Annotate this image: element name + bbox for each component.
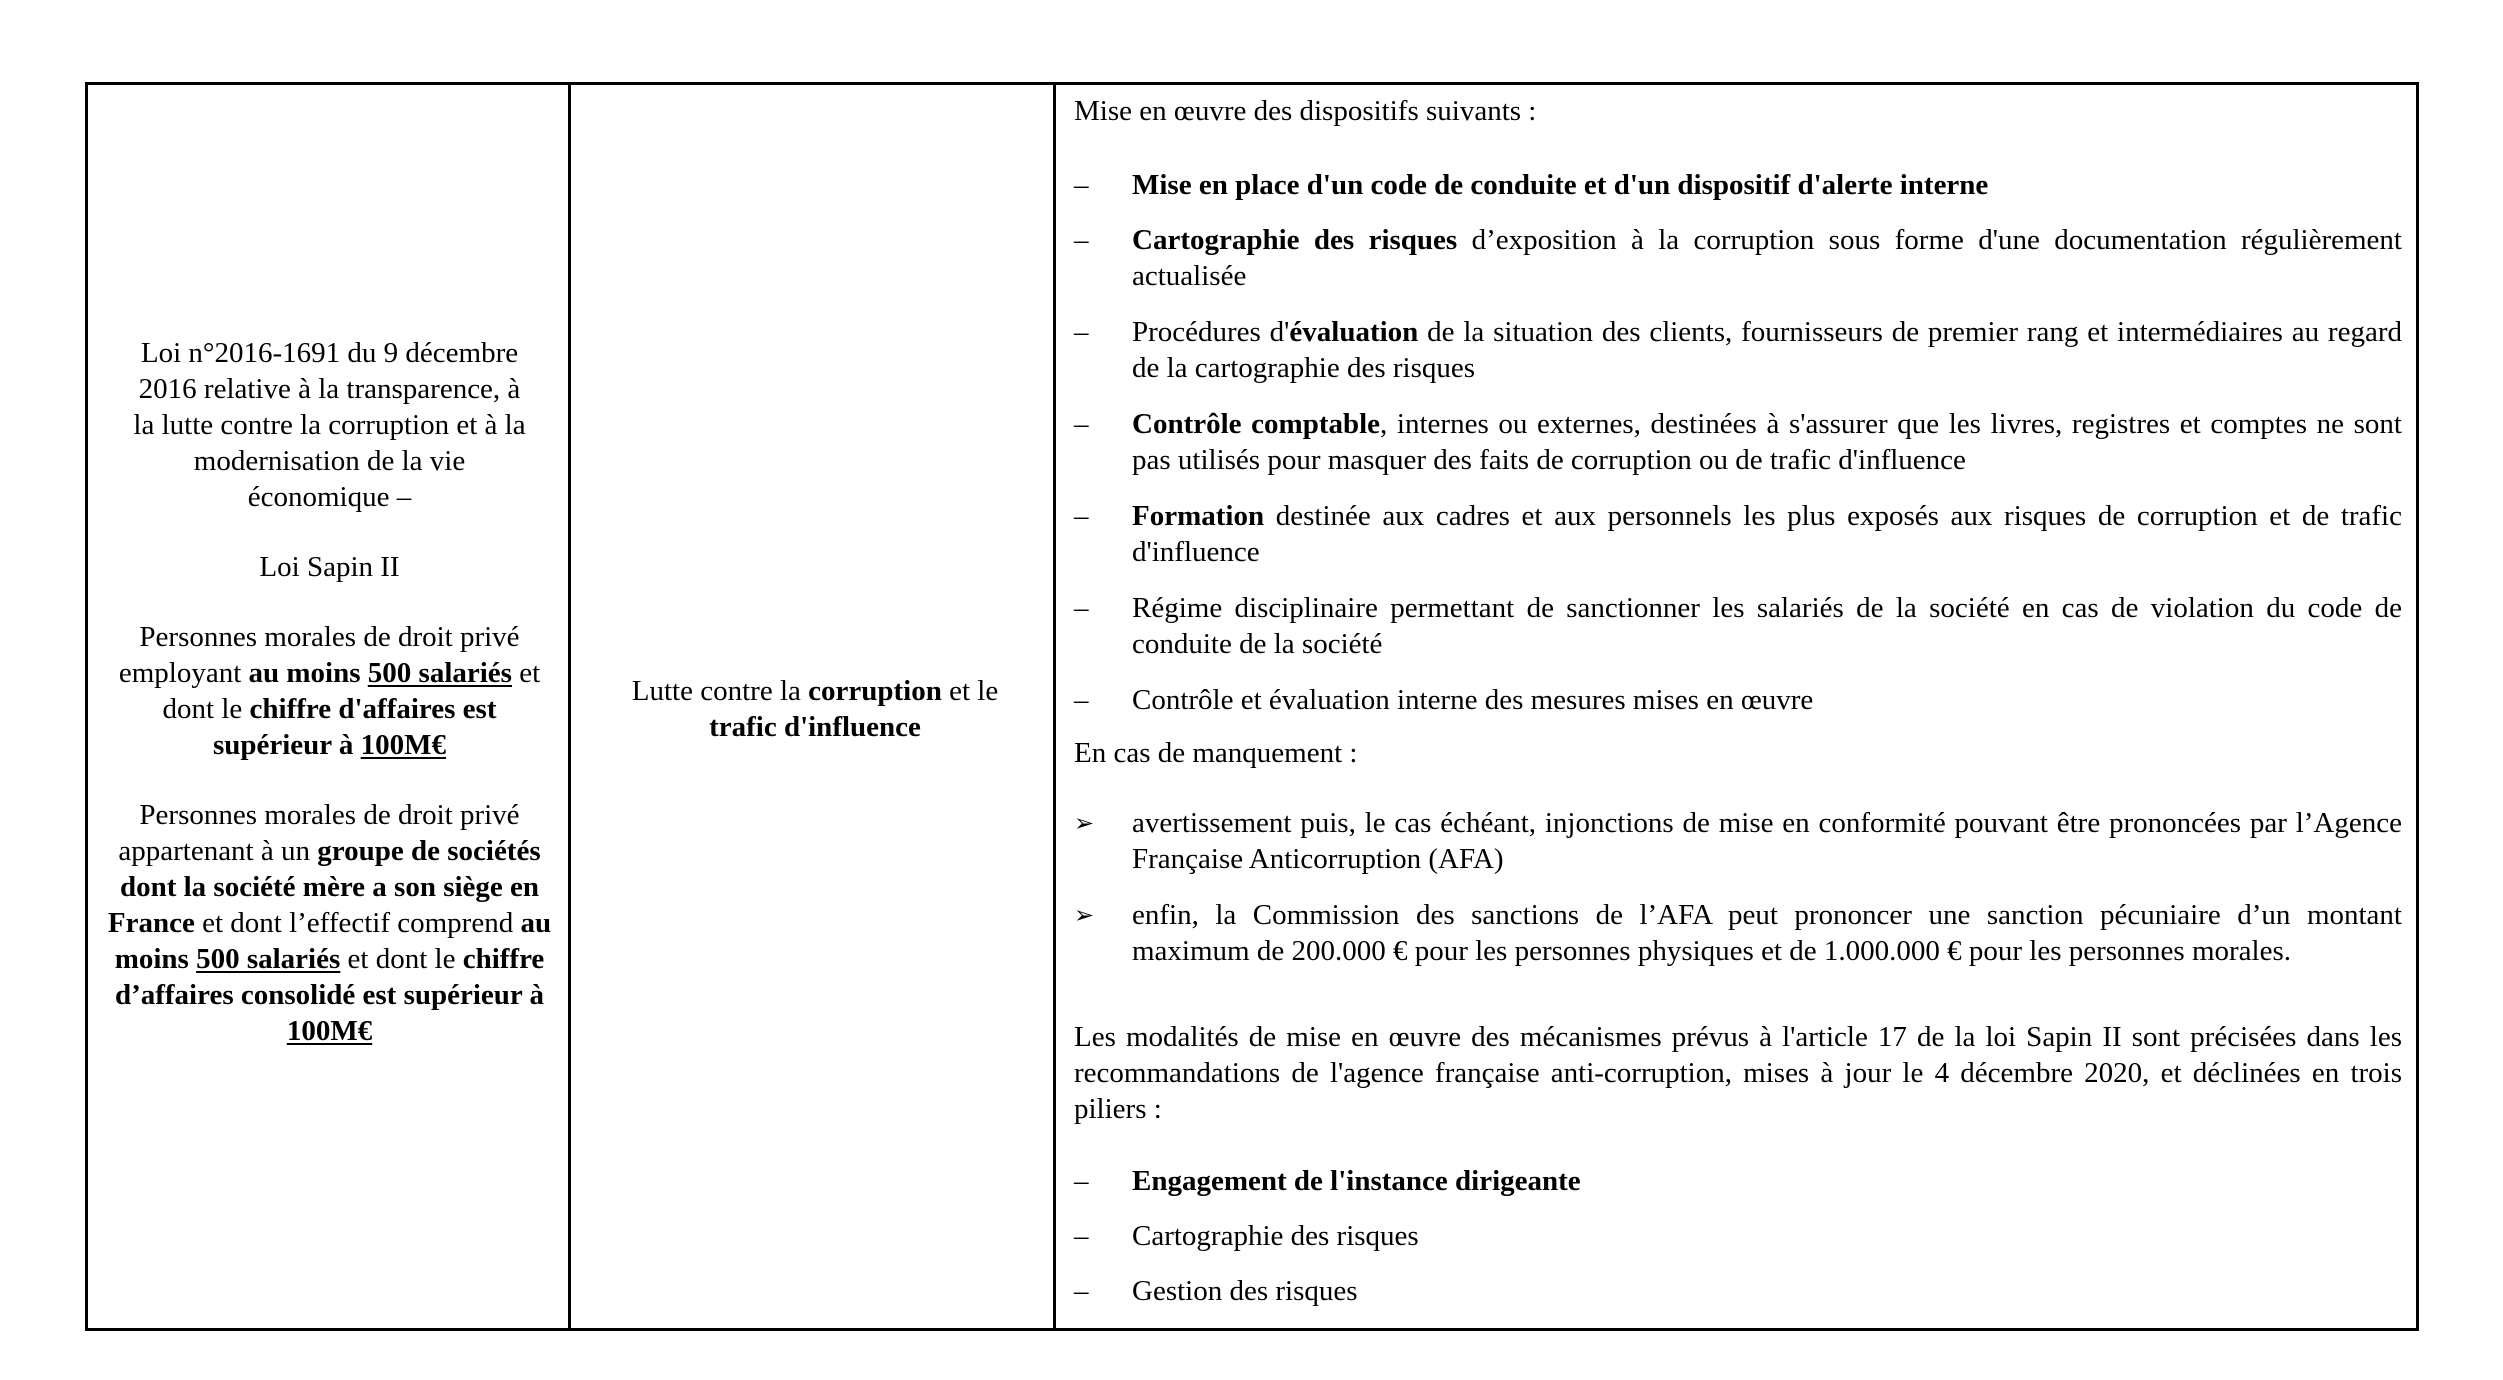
- scope-text: Personnes morales de droit privé appartenant à un: [118, 799, 520, 867]
- pillar-item: [1074, 1218, 2402, 1254]
- scope-group-companies: [102, 797, 557, 1049]
- scope-emphasis: chiffre d'affaires est supérieur à: [212, 693, 497, 761]
- sanction-item: [1074, 805, 2402, 877]
- arrow-bullet-icon: ➢: [1074, 809, 1095, 837]
- law-short-name: Loi Sapin II: [259, 551, 400, 583]
- measure-description: destinée aux cadres et aux personnels les plus exposés aux risques de corruption et de trafic d'influence: [1132, 500, 2402, 568]
- pillar-label: Cartographie des risques: [1132, 1220, 1419, 1252]
- law-title-line: modernisation de la vie: [193, 445, 466, 477]
- objective-text-part: et le: [941, 675, 999, 707]
- measure-description: Régime disciplinaire permettant de sanctionner les salariés de la société en cas de violation du code de conduite de la société: [1132, 592, 2402, 660]
- measure-item: [1074, 590, 2402, 662]
- law-title-line: 2016 relative à la transparence, à: [138, 373, 521, 405]
- scope-text: et dont l’effectif comprend: [194, 907, 521, 939]
- sanction-text: avertissement puis, le cas échéant, injonctions de mise en conformité pouvant être prononcées par l’Agence Française Anticorruption (AFA): [1132, 807, 2402, 875]
- modalities-paragraph: Les modalités de mise en œuvre des mécanismes prévus à l'article 17 de la loi Sapin II sont précisées dans les recommandations de l'agence française anti-corruption, mises à jour le 4 décembre 2020, et déclinées en trois piliers :: [1074, 1021, 2402, 1125]
- breach-intro: En cas de manquement :: [1074, 737, 1358, 769]
- measure-description: d’exposition à la corruption sous forme d'une documentation régulièrement actualisée: [1132, 224, 2402, 292]
- law-block: [88, 335, 571, 1049]
- dash-bullet-icon: –: [1074, 1220, 1089, 1252]
- measures-cell: [1059, 85, 2416, 1328]
- pillar-label: Gestion des risques: [1132, 1275, 1358, 1307]
- scope-text: et dont le: [340, 943, 463, 975]
- pillar-item: [1074, 1163, 2402, 1199]
- law-title-line: la lutte contre la corruption et à la: [133, 409, 526, 441]
- dash-bullet-icon: –: [1074, 592, 1089, 624]
- measure-item: [1074, 498, 2402, 570]
- scope-threshold-employees: 500 salariés: [367, 657, 512, 689]
- arrow-bullet-icon: ➢: [1074, 901, 1095, 929]
- measure-title: Formation: [1132, 500, 1265, 532]
- scope-emphasis: au moins: [248, 657, 368, 689]
- law-title-line: économique –: [247, 481, 412, 513]
- objective-cell: [574, 85, 1056, 1328]
- measure-item: [1074, 167, 2402, 203]
- obligations-table: [85, 82, 2419, 1331]
- pillar-label: Engagement de l'instance dirigeante: [1132, 1165, 1581, 1197]
- sanction-item: [1074, 897, 2402, 969]
- scope-threshold-employees: 500 salariés: [196, 943, 341, 975]
- measure-description: Procédures d': [1132, 316, 1290, 348]
- pillar-item: [1074, 1273, 2402, 1309]
- measure-title: Cartographie des risques: [1132, 224, 1458, 256]
- scope-threshold-revenue: 100M€: [360, 729, 447, 761]
- scope-individual-companies: [102, 619, 557, 763]
- dash-bullet-icon: –: [1074, 408, 1089, 440]
- scope-emphasis: groupe de sociétés dont la société mère a son siège en France: [107, 835, 541, 939]
- measure-item: [1074, 314, 2402, 386]
- measures-intro: Mise en œuvre des dispositifs suivants :: [1074, 95, 1537, 127]
- dash-bullet-icon: –: [1074, 1275, 1089, 1307]
- law-cell: [88, 85, 571, 1328]
- dash-bullet-icon: –: [1074, 500, 1089, 532]
- measure-title: évaluation: [1289, 316, 1419, 348]
- law-title: [102, 335, 557, 515]
- objective-emphasis: trafic d'influence: [709, 711, 921, 743]
- measure-item: [1074, 682, 2402, 718]
- measure-title: Mise en place d'un code de conduite et d'un dispositif d'alerte interne: [1132, 169, 1989, 201]
- law-title-line: Loi n°2016-1691 du 9 décembre: [140, 337, 519, 369]
- sanction-text: enfin, la Commission des sanctions de l’AFA peut prononcer une sanction pécuniaire d’un montant maximum de 200.000 € pour les personnes physiques et de 1.000.000 € pour les personnes morales.: [1132, 899, 2402, 967]
- scope-text: Personnes morales de droit privé employant: [118, 621, 520, 689]
- scope-emphasis: au moins: [114, 907, 552, 975]
- measure-item: [1074, 222, 2402, 294]
- dash-bullet-icon: –: [1074, 684, 1089, 716]
- measure-description: Contrôle et évaluation interne des mesures mises en œuvre: [1132, 684, 1814, 716]
- measure-item: [1074, 406, 2402, 478]
- scope-threshold-revenue: 100M€: [286, 1015, 373, 1047]
- scope-text: et dont le: [162, 657, 541, 725]
- measure-description: , internes ou externes, destinées à s'assurer que les livres, registres et comptes ne sont pas utilisés pour masquer des faits de corruption ou de trafic d'influence: [1132, 408, 2402, 476]
- measure-description: de la situation des clients, fournisseurs de premier rang et intermédiaires au regard de la cartographie des risques: [1132, 316, 2402, 384]
- objective-emphasis: corruption: [808, 675, 942, 707]
- dash-bullet-icon: –: [1074, 224, 1089, 256]
- measure-title: Contrôle comptable: [1132, 408, 1381, 440]
- objective-text: [574, 673, 1056, 745]
- dash-bullet-icon: –: [1074, 169, 1089, 201]
- scope-emphasis: chiffre d’affaires consolidé est supérieur à: [114, 943, 545, 1011]
- dash-bullet-icon: –: [1074, 1165, 1089, 1197]
- objective-text-part: Lutte contre la: [631, 675, 809, 707]
- dash-bullet-icon: –: [1074, 316, 1089, 348]
